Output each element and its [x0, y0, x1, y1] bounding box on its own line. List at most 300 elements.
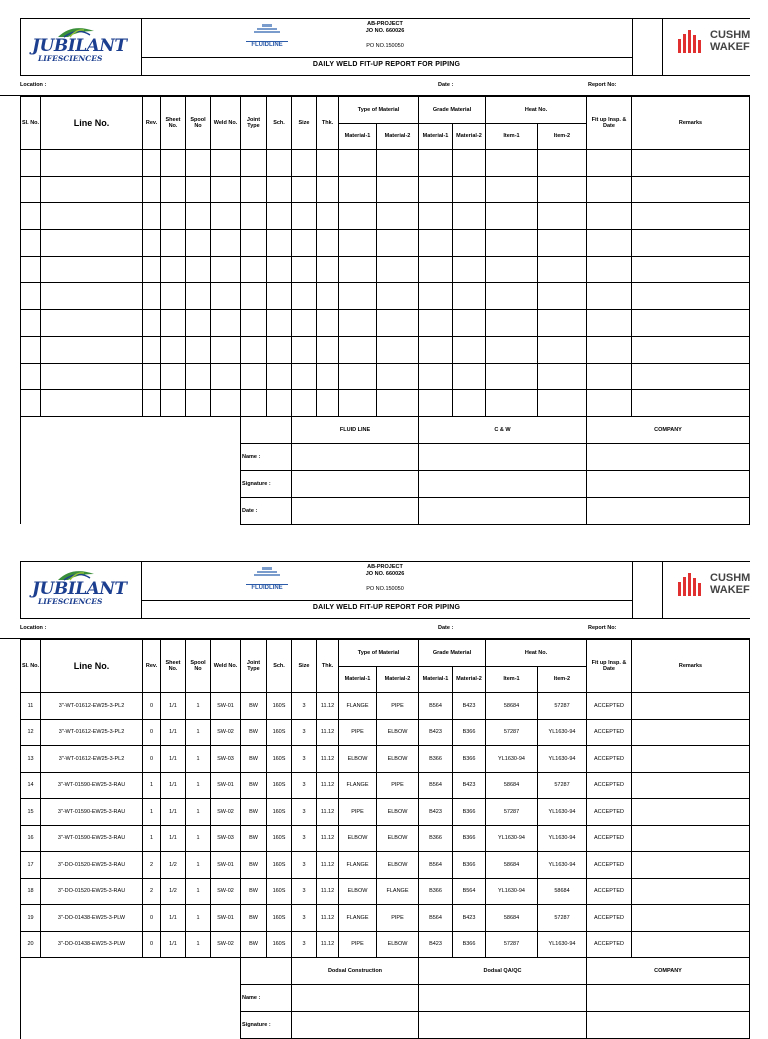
table-cell: PIPE [377, 693, 419, 720]
signature-field[interactable] [587, 497, 750, 524]
table-cell: 1 [186, 772, 211, 799]
column-header-material1: Material-1 [339, 667, 377, 693]
table-cell [21, 230, 41, 257]
jubilant-logo-text: JUBILANT [32, 36, 127, 56]
column-header-sheet-no: Sheet No. [161, 97, 186, 150]
table-cell [419, 203, 453, 230]
signature-field[interactable] [419, 470, 587, 497]
table-row [21, 390, 750, 417]
table-cell: 12 [21, 719, 41, 746]
signature-party-3: COMPANY [587, 416, 750, 443]
table-cell [453, 336, 486, 363]
table-cell [143, 363, 161, 390]
table-cell: 3 [292, 693, 317, 720]
table-cell: 57287 [486, 799, 538, 826]
table-cell [632, 150, 750, 177]
table-row [21, 256, 750, 283]
table-row [21, 746, 750, 773]
table-cell: FLANGE [339, 852, 377, 879]
table-cell: 3"-DO-01438-EW25-3-PLW [41, 931, 143, 958]
fitup-table [20, 639, 750, 1039]
table-cell: 17 [21, 852, 41, 879]
table-cell [292, 176, 317, 203]
header-divider [662, 18, 663, 76]
table-cell: 11.12 [317, 693, 339, 720]
table-cell: SW-02 [211, 719, 241, 746]
table-cell: BW [241, 905, 267, 932]
table-cell [186, 256, 211, 283]
table-cell: 11.12 [317, 825, 339, 852]
table-cell [377, 203, 419, 230]
table-cell [21, 390, 41, 417]
table-cell: 160S [267, 878, 292, 905]
table-cell [419, 176, 453, 203]
signature-row-label: Date : [241, 497, 292, 524]
table-cell: 160S [267, 931, 292, 958]
table-cell: 3"-DO-01520-EW25-3-RAU [41, 852, 143, 879]
table-row [21, 719, 750, 746]
table-cell [632, 878, 750, 905]
table-cell: ELBOW [377, 799, 419, 826]
table-cell: B423 [453, 693, 486, 720]
table-cell [317, 203, 339, 230]
table-cell [143, 256, 161, 283]
table-cell [632, 230, 750, 257]
column-header-material1: Material-1 [339, 124, 377, 150]
table-cell [377, 230, 419, 257]
table-cell: B564 [419, 852, 453, 879]
table-cell: 3"-WT-01612-EW25-3-PL2 [41, 746, 143, 773]
table-cell [186, 230, 211, 257]
table-cell: 160S [267, 825, 292, 852]
table-cell: 11.12 [317, 719, 339, 746]
table-cell: 1/1 [161, 905, 186, 932]
column-header-material2: Material-2 [377, 124, 419, 150]
column-header-joint-type: Joint Type [241, 640, 267, 693]
table-cell: B564 [419, 772, 453, 799]
column-header-line-no: Line No. [41, 97, 143, 150]
table-cell: ELBOW [377, 719, 419, 746]
lifesciences-logo-text: LIFESCIENCES [38, 54, 103, 63]
column-header-sl-no: Sl. No. [21, 97, 41, 150]
table-cell [41, 336, 143, 363]
table-cell: FLANGE [339, 772, 377, 799]
table-cell [292, 363, 317, 390]
table-cell: 57287 [538, 772, 587, 799]
table-cell [186, 390, 211, 417]
table-cell: 0 [143, 693, 161, 720]
table-cell [419, 336, 453, 363]
table-cell: YL1630-94 [538, 825, 587, 852]
table-cell [292, 283, 317, 310]
table-cell [143, 310, 161, 337]
table-cell: ACCEPTED [587, 746, 632, 773]
table-cell: ELBOW [377, 852, 419, 879]
column-header-remarks: Remarks [632, 640, 750, 693]
signature-label-cell [241, 416, 292, 443]
signature-field[interactable] [292, 497, 419, 524]
table-cell: B564 [419, 693, 453, 720]
fluidline-logo-text: FLUIDLINE [246, 584, 288, 591]
table-row [21, 799, 750, 826]
column-header-thk: Thk. [317, 640, 339, 693]
table-cell [587, 310, 632, 337]
column-header-joint-type: Joint Type [241, 97, 267, 150]
signature-row-label: Signature : [241, 470, 292, 497]
table-cell [377, 176, 419, 203]
table-cell: 1 [186, 878, 211, 905]
table-cell [339, 336, 377, 363]
report-title: DAILY WELD FIT-UP REPORT FOR PIPING [312, 604, 461, 611]
header-divider [632, 561, 633, 619]
table-cell [419, 310, 453, 337]
table-cell [486, 150, 538, 177]
column-header-heat-no: Heat No. [486, 640, 587, 667]
table-cell: SW-02 [211, 799, 241, 826]
table-cell: ELBOW [339, 825, 377, 852]
table-cell [486, 176, 538, 203]
column-header-material2: Material-2 [453, 667, 486, 693]
table-cell: 1 [186, 931, 211, 958]
jo-number: JO NO. 660026 [365, 28, 405, 34]
table-cell [186, 310, 211, 337]
column-header-type-of_material: Type of Material [339, 97, 419, 124]
table-cell: YL1630-94 [486, 825, 538, 852]
table-cell: PIPE [339, 719, 377, 746]
table-cell: 57287 [486, 931, 538, 958]
signature-field[interactable] [292, 1012, 419, 1039]
table-cell [453, 230, 486, 257]
column-header-sch: Sch. [267, 640, 292, 693]
table-cell [211, 203, 241, 230]
table-cell: FLANGE [339, 693, 377, 720]
table-cell: 3 [292, 878, 317, 905]
table-cell [143, 230, 161, 257]
table-cell [241, 230, 267, 257]
cw-logo-text: CUSHM [710, 29, 750, 41]
table-cell [241, 203, 267, 230]
table-cell [21, 150, 41, 177]
table-cell [486, 230, 538, 257]
table-cell [143, 203, 161, 230]
table-cell: 20 [21, 931, 41, 958]
table-cell: BW [241, 719, 267, 746]
table-cell: 1/2 [161, 852, 186, 879]
column-header-grade-material: Grade Material [419, 640, 486, 667]
table-cell [267, 256, 292, 283]
table-cell [419, 230, 453, 257]
table-cell [267, 203, 292, 230]
table-cell [21, 283, 41, 310]
table-cell [538, 336, 587, 363]
table-cell: PIPE [377, 772, 419, 799]
table-cell [143, 336, 161, 363]
table-cell [453, 256, 486, 283]
table-cell [41, 390, 143, 417]
table-row [21, 905, 750, 932]
table-cell: 0 [143, 719, 161, 746]
table-cell [186, 150, 211, 177]
table-cell [41, 363, 143, 390]
project-name: AB-PROJECT [367, 21, 403, 27]
fitup-table [20, 96, 750, 525]
table-cell: PIPE [339, 799, 377, 826]
table-cell [267, 176, 292, 203]
table-cell [377, 336, 419, 363]
table-cell [21, 256, 41, 283]
table-cell: 57287 [538, 905, 587, 932]
table-cell: 3 [292, 825, 317, 852]
table-cell: ACCEPTED [587, 852, 632, 879]
signature-row-label: Name : [241, 985, 292, 1012]
table-cell [377, 310, 419, 337]
table-cell: 11.12 [317, 772, 339, 799]
table-cell: ACCEPTED [587, 719, 632, 746]
table-row [21, 336, 750, 363]
table-cell [211, 283, 241, 310]
table-cell [587, 390, 632, 417]
table-cell [538, 283, 587, 310]
table-cell [538, 310, 587, 337]
table-cell: SW-02 [211, 931, 241, 958]
table-cell [267, 336, 292, 363]
signature-field[interactable] [292, 985, 419, 1012]
column-header-grade-material: Grade Material [419, 97, 486, 124]
table-cell: YL1630-94 [538, 852, 587, 879]
table-cell: 57287 [486, 719, 538, 746]
table-row [21, 363, 750, 390]
table-cell: 1/1 [161, 719, 186, 746]
table-cell [292, 256, 317, 283]
table-cell [161, 256, 186, 283]
table-cell: 58684 [538, 878, 587, 905]
table-cell: FLANGE [339, 905, 377, 932]
table-cell [186, 176, 211, 203]
table-cell [317, 363, 339, 390]
table-cell [161, 230, 186, 257]
table-cell: BW [241, 772, 267, 799]
table-cell [186, 336, 211, 363]
table-cell: B366 [453, 825, 486, 852]
header-divider [141, 57, 632, 58]
table-cell [161, 310, 186, 337]
signature-party-1: Dodsal Construction [292, 958, 419, 985]
table-cell: 160S [267, 772, 292, 799]
signature-field[interactable] [292, 443, 419, 470]
table-cell: ACCEPTED [587, 825, 632, 852]
table-cell: B366 [419, 746, 453, 773]
table-cell [186, 203, 211, 230]
table-cell: ACCEPTED [587, 693, 632, 720]
column-header-sl-no: Sl. No. [21, 640, 41, 693]
signature-field[interactable] [419, 497, 587, 524]
fluidline-logo-text: FLUIDLINE [246, 41, 288, 48]
table-cell [486, 256, 538, 283]
jubilant-logo-text: JUBILANT [32, 579, 127, 599]
table-row [21, 150, 750, 177]
table-cell [241, 390, 267, 417]
table-cell [211, 363, 241, 390]
table-cell [161, 176, 186, 203]
report-title: DAILY WELD FIT-UP REPORT FOR PIPING [312, 61, 461, 68]
table-cell [486, 390, 538, 417]
project-name: AB-PROJECT [367, 564, 403, 570]
table-cell [317, 283, 339, 310]
table-cell [41, 310, 143, 337]
table-cell: ELBOW [339, 878, 377, 905]
table-cell: YL1630-94 [538, 799, 587, 826]
table-cell [632, 203, 750, 230]
table-cell [538, 363, 587, 390]
table-cell: 3 [292, 746, 317, 773]
table-row [21, 230, 750, 257]
signature-blank [21, 958, 241, 1039]
table-cell: SW-01 [211, 905, 241, 932]
column-header-type-of_material: Type of Material [339, 640, 419, 667]
column-header-remarks: Remarks [632, 97, 750, 150]
table-cell: 160S [267, 746, 292, 773]
table-cell: B423 [419, 719, 453, 746]
table-cell: 1/1 [161, 693, 186, 720]
signature-field[interactable] [587, 443, 750, 470]
column-header-material2: Material-2 [377, 667, 419, 693]
table-cell [632, 746, 750, 773]
table-cell [632, 772, 750, 799]
table-cell: 58684 [486, 772, 538, 799]
table-cell [211, 150, 241, 177]
table-cell: 160S [267, 719, 292, 746]
signature-field[interactable] [587, 1012, 750, 1039]
table-cell [632, 693, 750, 720]
table-cell: B366 [453, 852, 486, 879]
table-row [21, 852, 750, 879]
table-cell: 11.12 [317, 931, 339, 958]
table-cell [267, 150, 292, 177]
signature-field[interactable] [419, 443, 587, 470]
table-cell [377, 256, 419, 283]
table-cell [339, 363, 377, 390]
table-cell [632, 256, 750, 283]
jo-number: JO NO. 660026 [365, 571, 405, 577]
table-cell: 13 [21, 746, 41, 773]
table-cell: PIPE [377, 905, 419, 932]
table-cell [587, 203, 632, 230]
table-cell [339, 150, 377, 177]
cushman-wakefield-logo [676, 569, 750, 597]
signature-field[interactable] [587, 985, 750, 1012]
location-label: Location : [20, 82, 47, 88]
table-cell [339, 390, 377, 417]
cw-logo-text: CUSHM [710, 572, 750, 584]
column-header-thk: Thk. [317, 97, 339, 150]
table-cell [453, 176, 486, 203]
column-header-item1: Item-1 [486, 667, 538, 693]
table-cell [486, 203, 538, 230]
table-cell: B366 [453, 746, 486, 773]
table-cell [453, 363, 486, 390]
cw-logo-text: WAKEF [710, 584, 750, 596]
cushman-wakefield-logo [676, 26, 750, 54]
table-row [21, 931, 750, 958]
table-cell [317, 310, 339, 337]
column-header-spool-no: Spool No [186, 640, 211, 693]
column-header-line-no: Line No. [41, 640, 143, 693]
table-cell [632, 176, 750, 203]
table-row [21, 772, 750, 799]
signature-field[interactable] [587, 470, 750, 497]
table-cell: BW [241, 825, 267, 852]
table-cell [632, 719, 750, 746]
table-row [21, 176, 750, 203]
table-cell [292, 150, 317, 177]
table-cell [292, 203, 317, 230]
signature-field[interactable] [419, 1012, 587, 1039]
cw-logo-text: WAKEF [710, 41, 750, 53]
table-cell: 11.12 [317, 878, 339, 905]
lifesciences-logo-text: LIFESCIENCES [38, 597, 103, 606]
jubilant-logo [32, 579, 127, 606]
table-cell: 11.12 [317, 905, 339, 932]
signature-field[interactable] [292, 470, 419, 497]
table-cell [211, 310, 241, 337]
table-cell: 1/1 [161, 746, 186, 773]
table-cell: 3"-WT-01590-EW25-3-RAU [41, 825, 143, 852]
table-cell: 1/1 [161, 825, 186, 852]
table-cell [587, 336, 632, 363]
table-cell: BW [241, 799, 267, 826]
table-cell: PIPE [339, 931, 377, 958]
table-cell: 2 [143, 852, 161, 879]
table-cell: ACCEPTED [587, 931, 632, 958]
signature-party-3: COMPANY [587, 958, 750, 985]
table-cell [317, 256, 339, 283]
table-cell [292, 230, 317, 257]
table-cell [241, 336, 267, 363]
table-cell: ELBOW [377, 931, 419, 958]
table-cell: SW-01 [211, 693, 241, 720]
table-cell [21, 310, 41, 337]
table-cell [632, 825, 750, 852]
leaf-icon [54, 568, 98, 582]
table-cell [453, 283, 486, 310]
table-cell [292, 336, 317, 363]
table-cell [41, 256, 143, 283]
table-cell [317, 176, 339, 203]
leaf-icon [54, 25, 98, 39]
column-header-material1: Material-1 [419, 124, 453, 150]
table-cell: ELBOW [377, 825, 419, 852]
table-cell: 160S [267, 852, 292, 879]
table-cell [241, 310, 267, 337]
signature-field[interactable] [419, 985, 587, 1012]
table-cell: YL1630-94 [538, 746, 587, 773]
column-header-weld-no: Weld No. [211, 97, 241, 150]
table-cell: SW-01 [211, 852, 241, 879]
table-cell: B366 [453, 719, 486, 746]
table-cell: 11.12 [317, 852, 339, 879]
table-cell [632, 390, 750, 417]
table-row [21, 878, 750, 905]
table-cell [339, 230, 377, 257]
table-cell [186, 283, 211, 310]
table-cell: 2 [143, 878, 161, 905]
table-cell [339, 283, 377, 310]
table-cell [317, 230, 339, 257]
table-cell: BW [241, 693, 267, 720]
table-cell [211, 230, 241, 257]
table-cell: ELBOW [377, 746, 419, 773]
table-cell: B564 [453, 878, 486, 905]
